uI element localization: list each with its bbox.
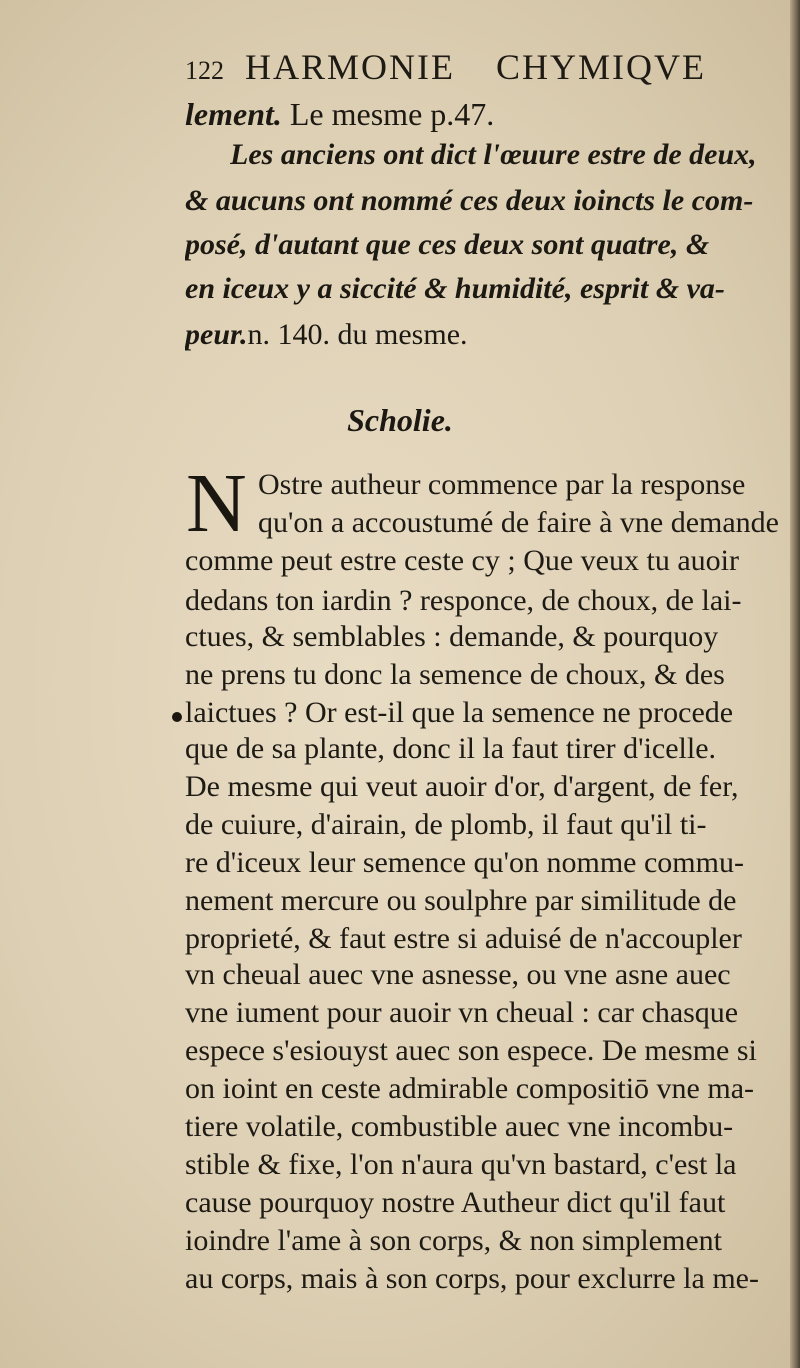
body-line: proprieté, & faut estre si aduisé de n'accoupler: [185, 922, 742, 955]
body-line: on ioint en ceste admirable compositiō vne ma-: [185, 1072, 755, 1105]
body-line: ioindre l'ame à son corps, & non simplement: [185, 1224, 722, 1257]
body-line: tiere volatile, combustible auec vne incombu-: [185, 1110, 734, 1143]
body-line: De mesme qui veut auoir d'or, d'argent, de fer,: [185, 770, 739, 803]
citation-italic-fragment: peur.: [185, 318, 248, 351]
body-line: nement mercure ou soulphre par similitude de: [185, 884, 737, 917]
citation-line: Les anciens ont dict l'œuure estre de deux,: [230, 138, 757, 171]
body-line: qu'on a accoustumé de faire à vne demande: [258, 506, 780, 539]
body-line: de cuiure, d'airain, de plomb, il faut qu'il ti-: [185, 808, 707, 841]
citation-line: en iceux y a siccité & humidité, esprit & va-: [185, 272, 725, 305]
running-head: [185, 46, 765, 90]
citation-italic-fragment: lement.: [185, 96, 282, 132]
body-line: laictues ? Or est-il que la semence ne procede: [185, 696, 734, 729]
body-line: comme peut estre ceste cy ; Que veux tu auoir: [185, 544, 739, 577]
body-line: cause pourquoy nostre Autheur dict qu'il faut: [185, 1186, 726, 1219]
body-line: espece s'esiouyst auec son espece. De mesme si: [185, 1034, 757, 1067]
running-title-word: HARMONIE: [245, 47, 455, 87]
body-line: au corps, mais à son corps, pour exclurre la me-: [185, 1262, 759, 1295]
citation-line: [185, 318, 785, 352]
body-line: dedans ton iardin ? responce, de choux, de lai-: [185, 584, 742, 617]
body-line: Ostre autheur commence par la response: [258, 468, 746, 501]
citation-line: [185, 96, 785, 133]
body-line: vn cheual auec vne asnesse, ou vne asne auec: [185, 958, 731, 991]
page-gutter-edge: [790, 0, 800, 1368]
body-line: stible & fixe, l'on n'aura qu'vn bastard, c'est la: [185, 1148, 737, 1181]
drop-capital: N: [186, 457, 247, 550]
body-line: ne prens tu donc la semence de choux, & des: [185, 658, 725, 691]
body-line: vne iument pour auoir vn cheual : car chasque: [185, 996, 739, 1029]
citation-plain-fragment: n. 140. du mesme.: [247, 318, 468, 351]
citation-plain-fragment: Le mesme p.47.: [281, 96, 495, 132]
body-line: que de sa plante, donc il la faut tirer d'icelle.: [185, 732, 717, 765]
page-number: 122: [185, 56, 224, 85]
citation-line: posé, d'autant que ces deux sont quatre, &: [185, 228, 710, 261]
section-title: Scholie.: [347, 402, 453, 438]
ink-blot: [172, 712, 182, 722]
citation-line: & aucuns ont nommé ces deux ioincts le com-: [185, 184, 754, 217]
body-line: re d'iceux leur semence qu'on nomme commu-: [185, 846, 744, 879]
running-title-word: CHYMIQVE: [496, 47, 706, 87]
body-line: ctues, & semblables : demande, & pourquoy: [185, 620, 719, 653]
